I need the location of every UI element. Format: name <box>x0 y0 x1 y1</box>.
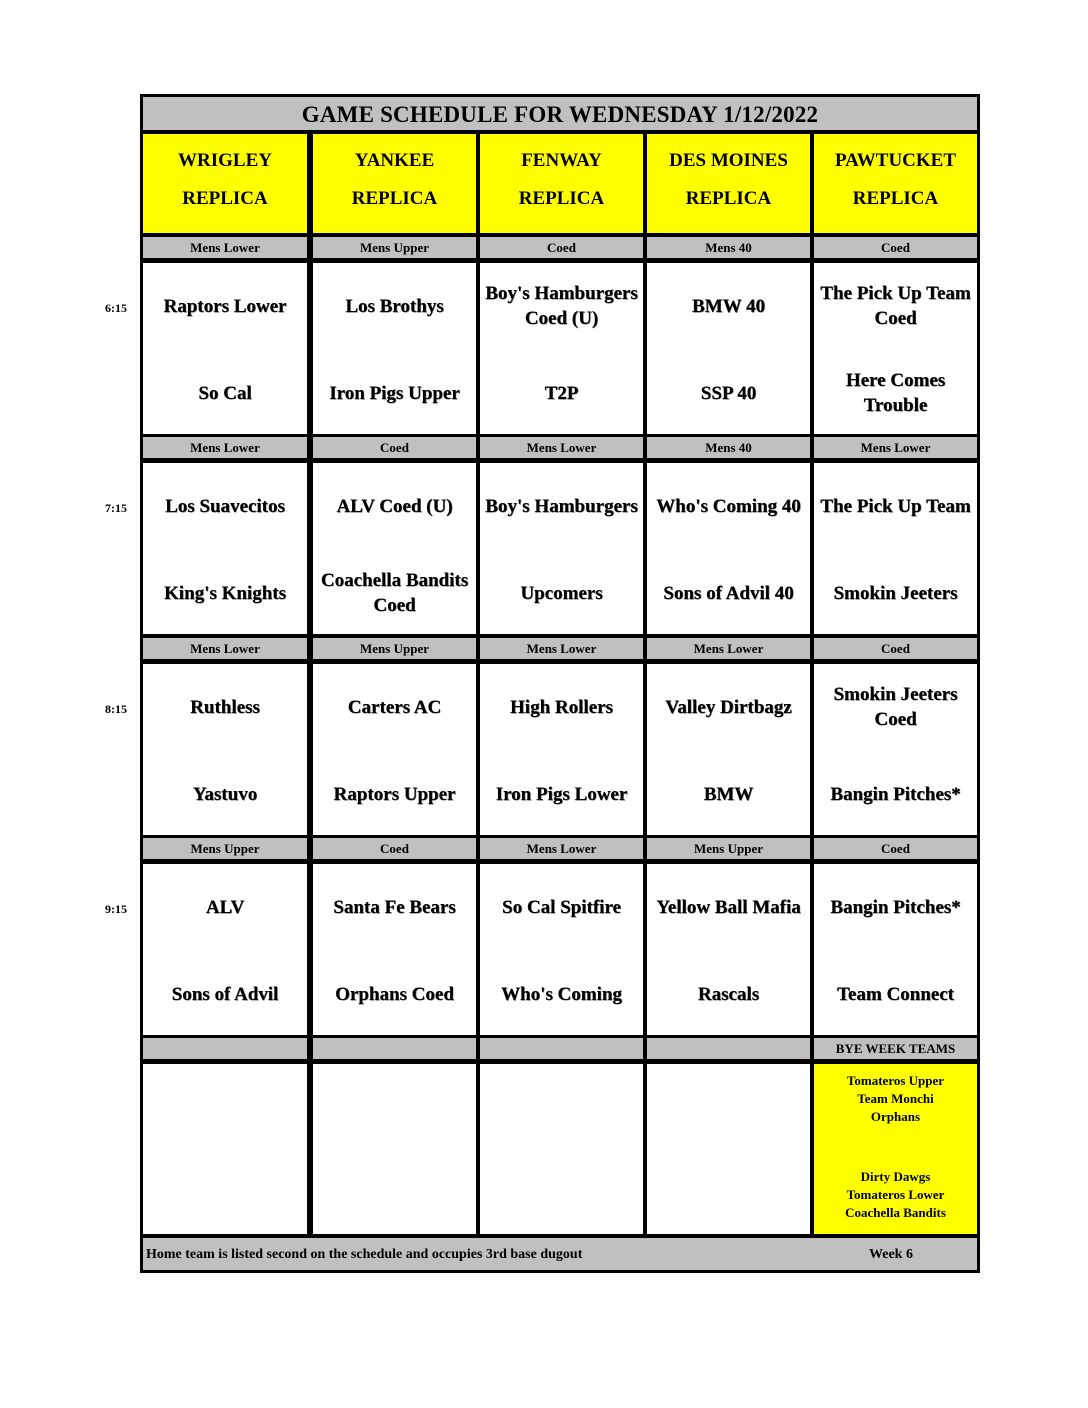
empty-cell <box>143 1064 307 1234</box>
venue-header <box>647 134 810 233</box>
division-label: Mens 40 <box>647 437 810 458</box>
away-team: BMW 40 <box>691 295 765 317</box>
venue-subtitle: REPLICA <box>852 188 939 209</box>
time-slot-label: 8:15 <box>105 702 127 716</box>
division-label: Mens Lower <box>480 838 643 859</box>
venue-subtitle: REPLICA <box>685 188 772 209</box>
home-team: Bangin Pitches* <box>830 783 961 805</box>
game-cell <box>313 864 476 1035</box>
game-cell <box>143 263 307 434</box>
game-cell <box>313 263 476 434</box>
away-team: Bangin Pitches* <box>830 896 961 918</box>
bye-team: Dirty Dawgs <box>860 1169 931 1184</box>
venue-header <box>814 134 977 233</box>
game-cell <box>480 864 643 1035</box>
bye-team: Tomateros Lower <box>846 1187 945 1202</box>
bye-team: Coachella Bandits <box>845 1205 946 1220</box>
away-team: ALV Coed (U) <box>336 495 453 517</box>
away-team: Ruthless <box>190 696 260 718</box>
week-label: Week 6 <box>869 1247 913 1262</box>
division-label <box>313 1038 476 1059</box>
venue-subtitle: REPLICA <box>182 188 268 209</box>
home-team: Upcomers <box>520 582 603 604</box>
division-label: Mens Upper <box>313 237 476 258</box>
home-team: Who's Coming <box>501 983 622 1005</box>
division-label: Coed <box>480 237 643 258</box>
venue-name: PAWTUCKET <box>834 150 957 171</box>
empty-cell <box>480 1064 643 1234</box>
bye-week-teams <box>814 1064 977 1234</box>
away-team: Carters AC <box>347 696 442 718</box>
division-label: Mens Lower <box>143 437 307 458</box>
venue-header <box>143 134 307 233</box>
home-team: So Cal <box>198 382 252 404</box>
game-cell <box>647 664 810 835</box>
away-team: Who's Coming 40 <box>656 495 801 517</box>
home-team: T2P <box>544 382 579 404</box>
division-label: Coed <box>814 638 977 659</box>
game-cell <box>647 864 810 1035</box>
venue-header <box>480 134 643 233</box>
division-label: Coed <box>814 237 977 258</box>
away-team: The Pick Up Team <box>820 495 971 517</box>
empty-cell <box>647 1064 810 1234</box>
time-slot-label: 7:15 <box>105 501 127 515</box>
game-cell <box>814 664 977 835</box>
bye-group <box>814 1072 977 1126</box>
game-cell <box>647 463 810 634</box>
game-cell <box>143 664 307 835</box>
home-team: Rascals <box>697 983 760 1005</box>
division-label: Mens Lower <box>647 638 810 659</box>
away-team: ALV <box>205 896 245 918</box>
schedule-title: GAME SCHEDULE FOR WEDNESDAY 1/12/2022 <box>143 97 977 130</box>
away-team: The Pick Up Team Coed <box>820 283 971 329</box>
division-label: Coed <box>814 838 977 859</box>
home-team: Here Comes Trouble <box>845 370 946 416</box>
game-cell <box>480 664 643 835</box>
home-team: Raptors Upper <box>333 783 456 805</box>
empty-cell <box>313 1064 476 1234</box>
away-team: Los Brothys <box>345 295 444 317</box>
away-team: Valley Dirtbagz <box>665 696 792 718</box>
home-team: Coachella Bandits Coed <box>320 570 469 616</box>
division-label: Mens Upper <box>647 838 810 859</box>
division-label: Mens Upper <box>313 638 476 659</box>
division-label: Mens Lower <box>814 437 977 458</box>
away-team: Yellow Ball Mafia <box>656 896 801 918</box>
home-team: Orphans Coed <box>335 983 454 1005</box>
bye-week-header: BYE WEEK TEAMS <box>814 1038 977 1059</box>
home-team: King's Knights <box>164 582 286 604</box>
venue-name: FENWAY <box>521 150 602 171</box>
game-cell <box>814 864 977 1035</box>
game-cell <box>814 463 977 634</box>
venue-subtitle: REPLICA <box>351 188 438 209</box>
home-team: Smokin Jeeters <box>833 582 958 604</box>
division-label <box>647 1038 810 1059</box>
away-team: Smokin Jeeters Coed <box>833 684 958 730</box>
game-cell <box>480 463 643 634</box>
home-team: Sons of Advil 40 <box>663 582 794 604</box>
division-label <box>480 1038 643 1059</box>
footer-row <box>143 1238 977 1270</box>
away-team: Boy's Hamburgers <box>485 495 638 517</box>
time-slot-label: 9:15 <box>105 902 127 916</box>
division-label: Mens Lower <box>143 237 307 258</box>
away-team: Los Suavecitos <box>165 495 285 517</box>
division-label: Coed <box>313 437 476 458</box>
game-schedule-table <box>140 94 980 1273</box>
division-label: Mens Lower <box>480 638 643 659</box>
venue-subtitle: REPLICA <box>518 188 605 209</box>
home-team: Yastuvo <box>192 783 258 805</box>
bye-team: Orphans <box>870 1109 921 1124</box>
venue-header <box>313 134 476 233</box>
away-team: Santa Fe Bears <box>333 896 456 918</box>
game-cell <box>143 463 307 634</box>
game-cell <box>480 263 643 434</box>
away-team: High Rollers <box>510 696 613 718</box>
home-team: Iron Pigs Upper <box>329 382 460 404</box>
game-cell <box>313 463 476 634</box>
bye-team: Team Monchi <box>857 1091 934 1106</box>
division-label: Mens 40 <box>647 237 810 258</box>
game-cell <box>143 864 307 1035</box>
bye-team: Tomateros Upper <box>846 1073 945 1088</box>
home-team: Team Connect <box>837 983 954 1005</box>
division-label: Mens Upper <box>143 838 307 859</box>
home-team: Iron Pigs Lower <box>495 783 628 805</box>
division-label: Mens Lower <box>143 638 307 659</box>
bye-group <box>814 1168 977 1222</box>
home-team: Sons of Advil <box>171 983 279 1005</box>
home-team: SSP 40 <box>700 382 757 404</box>
game-cell <box>313 664 476 835</box>
venue-name: DES MOINES <box>669 150 788 171</box>
venue-name: YANKEE <box>354 150 435 171</box>
game-cell <box>647 263 810 434</box>
away-team: Raptors Lower <box>163 295 287 317</box>
away-team: So Cal Spitfire <box>502 896 621 918</box>
game-cell <box>814 263 977 434</box>
division-label: Coed <box>313 838 476 859</box>
footer-note: Home team is listed second on the schedule and occupies 3rd base dugout <box>146 1247 583 1262</box>
division-label <box>143 1038 307 1059</box>
home-team: BMW <box>703 783 754 805</box>
time-slot-label: 6:15 <box>105 301 127 315</box>
division-label: Mens Lower <box>480 437 643 458</box>
away-team: Boy's Hamburgers Coed (U) <box>485 283 638 329</box>
venue-name: WRIGLEY <box>178 150 272 171</box>
